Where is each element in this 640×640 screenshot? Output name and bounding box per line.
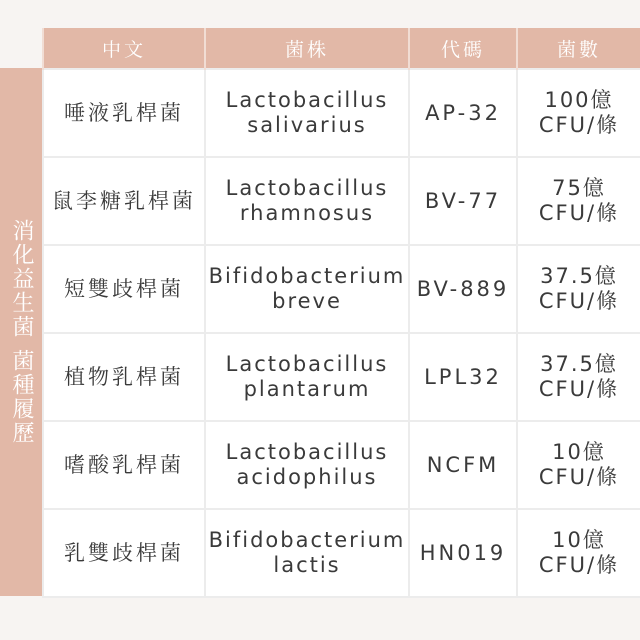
cell-strain (205, 157, 409, 245)
count-unit: CFU/條 (538, 201, 620, 225)
strain-genus: Bifidobacterium (208, 528, 406, 552)
side-title-bar (0, 68, 42, 596)
strain-table (42, 28, 640, 598)
count-amount: 37.5億 (540, 264, 618, 288)
cell-count (517, 69, 640, 157)
strain-genus: Lactobacillus (225, 88, 389, 112)
cell-chinese: 唾液乳桿菌 (43, 69, 205, 157)
cell-chinese: 乳雙歧桿菌 (43, 509, 205, 597)
count-amount: 37.5億 (540, 352, 618, 376)
cell-code: BV-77 (409, 157, 517, 245)
header-code: 代碼 (409, 28, 517, 69)
strain-species: breve (272, 289, 342, 313)
cell-count (517, 509, 640, 597)
cell-count (517, 421, 640, 509)
side-title (10, 219, 32, 445)
cell-strain (205, 421, 409, 509)
table-row (43, 69, 640, 157)
table-row (43, 421, 640, 509)
table-row (43, 509, 640, 597)
count-amount: 75億 (552, 176, 606, 200)
count-unit: CFU/條 (538, 113, 620, 137)
strain-species: plantarum (243, 377, 371, 401)
count-amount: 100億 (544, 88, 614, 112)
cell-chinese: 嗜酸乳桿菌 (43, 421, 205, 509)
strain-species: salivarius (247, 113, 367, 137)
cell-chinese: 短雙歧桿菌 (43, 245, 205, 333)
strain-genus: Lactobacillus (225, 440, 389, 464)
cell-code: HN019 (409, 509, 517, 597)
side-title-line-1: 消化益生菌 (9, 219, 34, 339)
cell-code: BV-889 (409, 245, 517, 333)
table-header-row (43, 28, 640, 69)
cell-strain (205, 333, 409, 421)
cell-strain (205, 245, 409, 333)
table-row (43, 245, 640, 333)
count-unit: CFU/條 (538, 377, 620, 401)
header-strain: 菌株 (205, 28, 409, 69)
strain-species: rhamnosus (239, 201, 375, 225)
cell-chinese: 鼠李糖乳桿菌 (43, 157, 205, 245)
cell-count (517, 245, 640, 333)
cell-strain (205, 69, 409, 157)
count-unit: CFU/條 (538, 465, 620, 489)
cell-count (517, 333, 640, 421)
strain-genus: Lactobacillus (225, 352, 389, 376)
cell-code: NCFM (409, 421, 517, 509)
table-row (43, 157, 640, 245)
cell-chinese: 植物乳桿菌 (43, 333, 205, 421)
count-amount: 10億 (552, 528, 606, 552)
cell-code: AP-32 (409, 69, 517, 157)
side-title-line-2: 菌種履歷 (9, 349, 34, 445)
table-row (43, 333, 640, 421)
count-unit: CFU/條 (538, 289, 620, 313)
cell-strain (205, 509, 409, 597)
header-count: 菌數 (517, 28, 640, 69)
strain-species: lactis (273, 553, 341, 577)
strain-species: acidophilus (236, 465, 378, 489)
header-chinese: 中文 (43, 28, 205, 69)
strain-genus: Lactobacillus (225, 176, 389, 200)
count-amount: 10億 (552, 440, 606, 464)
count-unit: CFU/條 (538, 553, 620, 577)
cell-count (517, 157, 640, 245)
strain-genus: Bifidobacterium (208, 264, 406, 288)
cell-code: LPL32 (409, 333, 517, 421)
